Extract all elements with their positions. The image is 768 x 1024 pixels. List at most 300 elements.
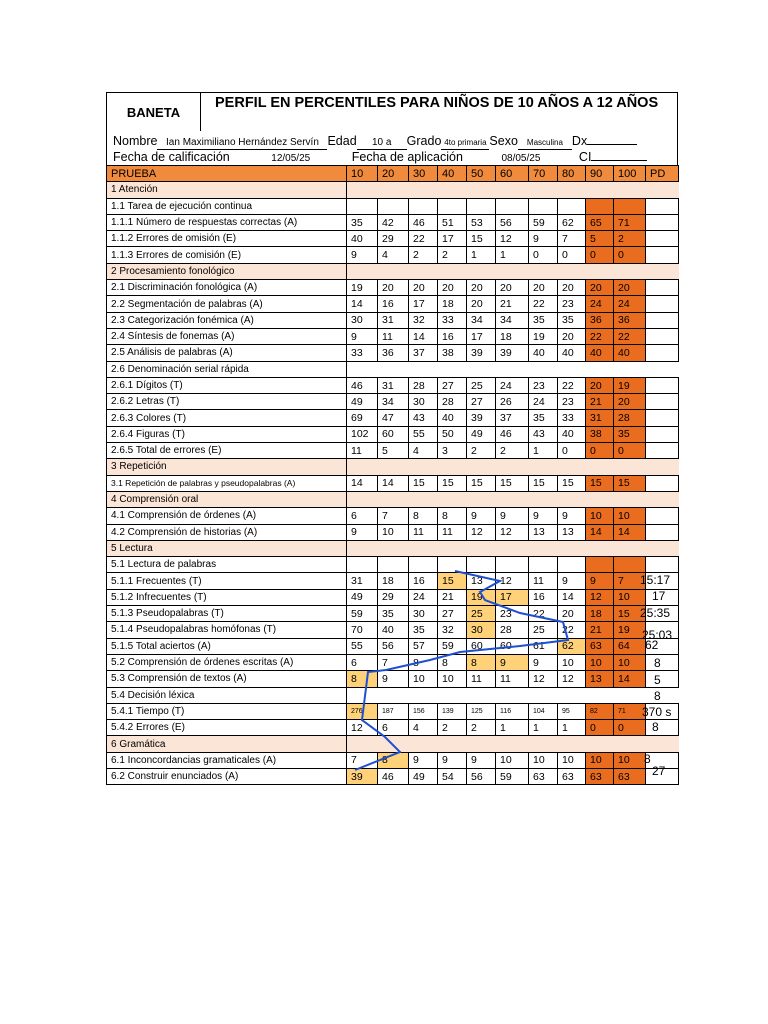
percentile-cell: 2 <box>614 231 646 247</box>
percentile-cell: 2 <box>438 247 467 263</box>
percentile-cell: 24 <box>496 377 529 393</box>
percentile-cell: 9 <box>558 573 586 589</box>
table-row <box>107 312 679 328</box>
percentile-cell: 22 <box>558 622 586 638</box>
pd-cell <box>646 280 679 296</box>
percentile-cell: 10 <box>586 752 614 768</box>
percentile-cell: 11 <box>409 524 438 540</box>
percentile-cell: 20 <box>409 280 438 296</box>
percentile-cell: 20 <box>558 328 586 344</box>
percentile-cell: 1 <box>496 720 529 736</box>
percentile-cell: 21 <box>586 394 614 410</box>
percentile-cell: 14 <box>614 524 646 540</box>
table-row <box>107 394 679 410</box>
percentile-cell: 9 <box>438 752 467 768</box>
percentile-cell: 35 <box>529 312 558 328</box>
percentile-cell: 17 <box>496 589 529 605</box>
table-row <box>107 280 679 296</box>
percentile-cell: 6 <box>347 654 378 670</box>
percentile-cell: 9 <box>378 671 409 687</box>
percentile-cell: 14 <box>558 589 586 605</box>
test-label: 2.6.5 Total de errores (E) <box>107 443 347 459</box>
test-label: 6.2 Construir enunciados (A) <box>107 768 347 784</box>
percentile-cell: 22 <box>614 328 646 344</box>
percentile-cell: 14 <box>378 475 409 491</box>
handwritten-score: 25:03 <box>642 627 673 642</box>
edad-value: 10 a <box>357 137 407 150</box>
test-label: 2.4 Síntesis de fonemas (A) <box>107 328 347 344</box>
test-label: 2.5 Análisis de palabras (A) <box>107 345 347 361</box>
percentile-cell: 20 <box>586 280 614 296</box>
percentile-cell: 22 <box>529 296 558 312</box>
percentile-cell <box>378 198 409 214</box>
handwritten-score: 5 <box>654 672 661 687</box>
test-label: 5.3 Comprensión de textos (A) <box>107 671 347 687</box>
test-label: 3.1 Repetición de palabras y pseudopalabras (A) <box>107 475 347 491</box>
percentile-cell: 9 <box>586 573 614 589</box>
table-row <box>107 703 679 719</box>
column-header: 60 <box>496 166 529 182</box>
percentile-cell: 22 <box>558 377 586 393</box>
percentile-cell: 12 <box>467 524 496 540</box>
percentile-cell: 36 <box>586 312 614 328</box>
percentile-cell: 40 <box>378 622 409 638</box>
pd-cell <box>646 231 679 247</box>
percentile-cell: 40 <box>438 410 467 426</box>
percentile-cell: 12 <box>586 589 614 605</box>
percentile-cell: 42 <box>378 214 409 230</box>
percentile-cell: 8 <box>467 654 496 670</box>
pd-cell <box>646 654 679 670</box>
percentile-cell: 13 <box>529 524 558 540</box>
test-label: 5.2 Comprensión de órdenes escritas (A) <box>107 654 347 670</box>
percentile-cell: 1 <box>496 247 529 263</box>
column-header: 100 <box>614 166 646 182</box>
percentile-cell: 37 <box>496 410 529 426</box>
percentile-cell: 34 <box>467 312 496 328</box>
percentile-cell: 37 <box>409 345 438 361</box>
percentile-cell: 13 <box>558 524 586 540</box>
table-row <box>107 606 679 622</box>
percentile-cell: 56 <box>378 638 409 654</box>
percentile-cell: 20 <box>467 280 496 296</box>
percentile-cell: 22 <box>409 231 438 247</box>
handwritten-score: 8 <box>654 656 661 671</box>
table-row <box>107 768 679 784</box>
percentile-cell <box>347 198 378 214</box>
percentile-cell <box>586 198 614 214</box>
percentile-cell: 2 <box>467 443 496 459</box>
percentile-cell: 20 <box>496 280 529 296</box>
pd-cell <box>646 345 679 361</box>
percentile-cell: 14 <box>347 296 378 312</box>
percentile-cell: 54 <box>438 768 467 784</box>
table-row <box>107 214 679 230</box>
percentile-cell: 38 <box>438 345 467 361</box>
table-row <box>107 345 679 361</box>
percentile-cell: 10 <box>586 654 614 670</box>
test-label: 5.1.2 Infrecuentes (T) <box>107 589 347 605</box>
percentile-cell: 8 <box>409 654 438 670</box>
table-row <box>107 589 679 605</box>
percentile-cell: 16 <box>378 296 409 312</box>
percentile-cell: 0 <box>558 443 586 459</box>
percentile-cell: 9 <box>347 247 378 263</box>
grado-value: 4to primaria <box>441 137 489 150</box>
percentile-cell: 19 <box>467 589 496 605</box>
percentile-cell: 139 <box>438 703 467 719</box>
percentile-cell: 33 <box>347 345 378 361</box>
handwritten-score: 15:17 <box>640 572 671 587</box>
percentile-cell: 15 <box>614 606 646 622</box>
percentile-cell: 46 <box>347 377 378 393</box>
percentile-cell: 82 <box>586 703 614 719</box>
percentile-cell: 21 <box>496 296 529 312</box>
percentile-cell: 0 <box>586 247 614 263</box>
section-fill <box>347 459 679 475</box>
percentile-cell <box>614 198 646 214</box>
percentile-profile-sheet <box>106 92 678 785</box>
percentile-cell: 23 <box>558 394 586 410</box>
column-header: 40 <box>438 166 467 182</box>
percentile-cell: 23 <box>558 296 586 312</box>
percentile-cell: 55 <box>409 426 438 442</box>
percentile-cell: 8 <box>438 508 467 524</box>
handwritten-score: 17 <box>652 589 666 604</box>
percentile-cell: 104 <box>529 703 558 719</box>
percentile-cell: 9 <box>409 752 438 768</box>
percentile-cell: 15 <box>409 475 438 491</box>
sheet-title: PERFIL EN PERCENTILES PARA NIÑOS DE 10 AÑOS A 12 AÑOS <box>215 95 659 111</box>
percentile-cell: 7 <box>378 654 409 670</box>
test-label: 2.6.3 Colores (T) <box>107 410 347 426</box>
section-fill <box>347 182 679 198</box>
sexo-value: Masculina <box>518 137 572 150</box>
percentile-cell: 15 <box>496 475 529 491</box>
percentile-cell <box>586 557 614 573</box>
test-label: 1.1 Tarea de ejecución continua <box>107 198 347 214</box>
nombre-label: Nombre <box>113 134 158 148</box>
percentile-cell: 60 <box>467 638 496 654</box>
table-row <box>107 720 679 736</box>
percentile-cell: 32 <box>438 622 467 638</box>
pd-cell <box>646 475 679 491</box>
percentile-cell <box>558 557 586 573</box>
percentile-cell: 187 <box>378 703 409 719</box>
percentile-cell: 20 <box>614 394 646 410</box>
percentile-cell: 56 <box>496 214 529 230</box>
percentile-cell: 102 <box>347 426 378 442</box>
percentile-cell: 71 <box>614 214 646 230</box>
percentile-cell: 0 <box>614 247 646 263</box>
percentile-cell: 9 <box>496 654 529 670</box>
test-label: 2.6 Denominación serial rápida <box>107 361 347 377</box>
pd-cell <box>646 557 679 573</box>
percentile-cell: 20 <box>438 280 467 296</box>
percentile-cell: 4 <box>409 720 438 736</box>
percentile-cell: 39 <box>496 345 529 361</box>
percentile-cell <box>529 198 558 214</box>
section-label: 4 Comprensión oral <box>107 491 347 507</box>
percentile-cell: 8 <box>438 654 467 670</box>
pd-cell <box>646 328 679 344</box>
percentile-cell: 20 <box>467 296 496 312</box>
percentile-cell: 22 <box>586 328 614 344</box>
percentile-cell: 11 <box>438 524 467 540</box>
percentile-cell: 20 <box>378 280 409 296</box>
section-fill <box>347 736 679 752</box>
percentile-cell: 55 <box>347 638 378 654</box>
percentile-cell: 36 <box>614 312 646 328</box>
section-label: 5 Lectura <box>107 540 347 556</box>
percentile-cell: 12 <box>496 573 529 589</box>
percentile-cell: 38 <box>586 426 614 442</box>
percentile-cell: 25 <box>529 622 558 638</box>
table-row <box>107 752 679 768</box>
pd-cell <box>646 198 679 214</box>
percentile-cell: 25 <box>467 606 496 622</box>
test-label: 5.1.3 Pseudopalabras (T) <box>107 606 347 622</box>
percentile-cell: 17 <box>409 296 438 312</box>
handwritten-score: 8 <box>644 752 651 767</box>
percentile-cell: 69 <box>347 410 378 426</box>
percentile-cell: 28 <box>496 622 529 638</box>
test-label: 2.2 Segmentación de palabras (A) <box>107 296 347 312</box>
ci-label: CI <box>578 150 592 164</box>
percentile-cell: 39 <box>467 345 496 361</box>
percentile-cell: 12 <box>347 720 378 736</box>
percentile-cell: 12 <box>496 231 529 247</box>
table-header-row <box>107 166 679 182</box>
percentile-cell <box>467 557 496 573</box>
percentile-cell: 40 <box>586 345 614 361</box>
percentile-cell <box>529 557 558 573</box>
dx-value <box>587 144 637 145</box>
section-label: 3 Repetición <box>107 459 347 475</box>
test-label: 4.1 Comprensión de órdenes (A) <box>107 508 347 524</box>
percentile-cell: 35 <box>558 312 586 328</box>
percentile-cell: 19 <box>614 622 646 638</box>
pd-cell <box>646 508 679 524</box>
percentile-cell: 116 <box>496 703 529 719</box>
percentile-cell: 31 <box>378 312 409 328</box>
fecha-calificacion-value: 12/05/25 <box>230 153 352 166</box>
test-label: 5.4.1 Tiempo (T) <box>107 703 347 719</box>
percentile-cell: 10 <box>438 671 467 687</box>
percentile-cell <box>496 198 529 214</box>
table-row <box>107 573 679 589</box>
percentile-cell <box>378 557 409 573</box>
percentile-cell: 24 <box>529 394 558 410</box>
percentile-cell: 23 <box>496 606 529 622</box>
percentile-cell: 59 <box>496 768 529 784</box>
test-label: 6.1 Inconcordancias gramaticales (A) <box>107 752 347 768</box>
percentile-cell: 20 <box>529 280 558 296</box>
empty-span <box>347 687 679 703</box>
percentile-cell: 16 <box>409 573 438 589</box>
percentile-cell: 25 <box>467 377 496 393</box>
percentile-cell: 63 <box>558 768 586 784</box>
percentile-cell: 14 <box>614 671 646 687</box>
table-row <box>107 361 679 377</box>
percentile-cell: 20 <box>586 377 614 393</box>
percentile-cell: 7 <box>558 231 586 247</box>
table-row <box>107 687 679 703</box>
percentile-cell: 2 <box>438 720 467 736</box>
fecha-aplicacion-value: 08/05/25 <box>463 153 579 166</box>
test-label: 5.4 Decisión léxica <box>107 687 347 703</box>
section-label: 1 Atención <box>107 182 347 198</box>
percentile-cell: 21 <box>438 589 467 605</box>
percentile-cell: 11 <box>496 671 529 687</box>
section-row <box>107 459 679 475</box>
pd-cell <box>646 426 679 442</box>
percentile-cell: 65 <box>586 214 614 230</box>
percentile-cell: 63 <box>586 638 614 654</box>
percentile-cell: 156 <box>409 703 438 719</box>
percentile-cell: 35 <box>529 410 558 426</box>
section-row <box>107 491 679 507</box>
section-row <box>107 263 679 279</box>
info-line-2 <box>113 149 677 165</box>
percentile-cell: 9 <box>347 328 378 344</box>
percentile-cell: 11 <box>529 573 558 589</box>
percentile-cell: 9 <box>467 508 496 524</box>
percentile-cell: 9 <box>347 524 378 540</box>
table-row <box>107 410 679 426</box>
percentile-cell: 31 <box>347 573 378 589</box>
percentile-cell: 49 <box>347 394 378 410</box>
ci-value <box>591 160 647 161</box>
percentile-cell: 61 <box>529 638 558 654</box>
percentile-table <box>106 165 679 785</box>
table-row <box>107 198 679 214</box>
percentile-cell: 8 <box>347 671 378 687</box>
percentile-cell: 43 <box>529 426 558 442</box>
percentile-cell: 16 <box>438 328 467 344</box>
percentile-cell: 10 <box>614 654 646 670</box>
percentile-cell: 30 <box>409 606 438 622</box>
percentile-cell: 17 <box>467 328 496 344</box>
test-label: 5.1.4 Pseudopalabras homófonas (T) <box>107 622 347 638</box>
percentile-cell: 10 <box>558 752 586 768</box>
percentile-cell: 49 <box>409 768 438 784</box>
column-header: 50 <box>467 166 496 182</box>
table-row <box>107 475 679 491</box>
percentile-cell: 14 <box>409 328 438 344</box>
table-row <box>107 671 679 687</box>
percentile-cell: 10 <box>614 752 646 768</box>
percentile-cell: 95 <box>558 703 586 719</box>
test-label: 2.1 Discriminación fonológica (A) <box>107 280 347 296</box>
percentile-cell: 2 <box>409 247 438 263</box>
percentile-cell: 18 <box>378 573 409 589</box>
baneta-logo: BANETA <box>107 93 201 131</box>
percentile-cell: 62 <box>558 638 586 654</box>
percentile-cell: 10 <box>614 508 646 524</box>
edad-label: Edad <box>327 134 357 148</box>
percentile-cell: 35 <box>378 606 409 622</box>
pd-cell <box>646 524 679 540</box>
percentile-cell: 8 <box>409 508 438 524</box>
percentile-cell: 15 <box>438 573 467 589</box>
percentile-cell: 0 <box>586 720 614 736</box>
percentile-cell: 11 <box>378 328 409 344</box>
table-row <box>107 377 679 393</box>
percentile-cell: 9 <box>467 752 496 768</box>
percentile-cell: 39 <box>467 410 496 426</box>
percentile-cell: 9 <box>529 231 558 247</box>
test-label: 5.4.2 Errores (E) <box>107 720 347 736</box>
percentile-cell: 16 <box>529 589 558 605</box>
percentile-cell <box>438 557 467 573</box>
percentile-cell: 46 <box>409 214 438 230</box>
test-label: 5.1.1 Frecuentes (T) <box>107 573 347 589</box>
handwritten-score: 8 <box>652 719 659 734</box>
percentile-cell: 1 <box>529 720 558 736</box>
test-label: 4.2 Comprensión de historias (A) <box>107 524 347 540</box>
patient-info <box>106 133 678 165</box>
percentile-cell: 0 <box>529 247 558 263</box>
test-label: 1.1.1 Número de respuestas correctas (A) <box>107 214 347 230</box>
percentile-cell: 28 <box>409 377 438 393</box>
pd-cell <box>646 247 679 263</box>
percentile-cell: 24 <box>409 589 438 605</box>
handwritten-score: 62 <box>645 638 659 653</box>
percentile-cell: 59 <box>529 214 558 230</box>
pd-cell <box>646 214 679 230</box>
percentile-cell: 46 <box>496 426 529 442</box>
percentile-cell: 27 <box>467 394 496 410</box>
handwritten-score: 370 s <box>642 705 672 720</box>
test-label: 2.3 Categorización fonémica (A) <box>107 312 347 328</box>
percentile-cell: 15 <box>438 475 467 491</box>
percentile-cell: 36 <box>378 345 409 361</box>
table-row <box>107 247 679 263</box>
percentile-cell: 4 <box>409 443 438 459</box>
percentile-cell: 10 <box>558 654 586 670</box>
percentile-cell: 40 <box>529 345 558 361</box>
table-row <box>107 524 679 540</box>
percentile-cell <box>467 198 496 214</box>
percentile-cell: 18 <box>496 328 529 344</box>
percentile-cell: 39 <box>347 768 378 784</box>
percentile-cell: 63 <box>614 768 646 784</box>
percentile-cell: 33 <box>438 312 467 328</box>
percentile-cell: 7 <box>378 508 409 524</box>
percentile-cell: 3 <box>438 443 467 459</box>
percentile-cell: 62 <box>558 214 586 230</box>
percentile-cell: 11 <box>347 443 378 459</box>
column-header: 10 <box>347 166 378 182</box>
column-header: 20 <box>378 166 409 182</box>
section-row <box>107 540 679 556</box>
percentile-cell: 30 <box>467 622 496 638</box>
percentile-cell: 18 <box>438 296 467 312</box>
percentile-cell: 23 <box>529 377 558 393</box>
percentile-cell: 27 <box>438 377 467 393</box>
table-row <box>107 443 679 459</box>
fecha-calificacion-label: Fecha de calificación <box>113 150 230 164</box>
test-label: 2.6.1 Dígitos (T) <box>107 377 347 393</box>
percentile-cell: 57 <box>409 638 438 654</box>
percentile-cell: 7 <box>347 752 378 768</box>
section-label: 6 Gramática <box>107 736 347 752</box>
percentile-cell: 9 <box>558 508 586 524</box>
percentile-cell: 15 <box>467 475 496 491</box>
percentile-cell: 49 <box>467 426 496 442</box>
percentile-cell: 1 <box>467 247 496 263</box>
